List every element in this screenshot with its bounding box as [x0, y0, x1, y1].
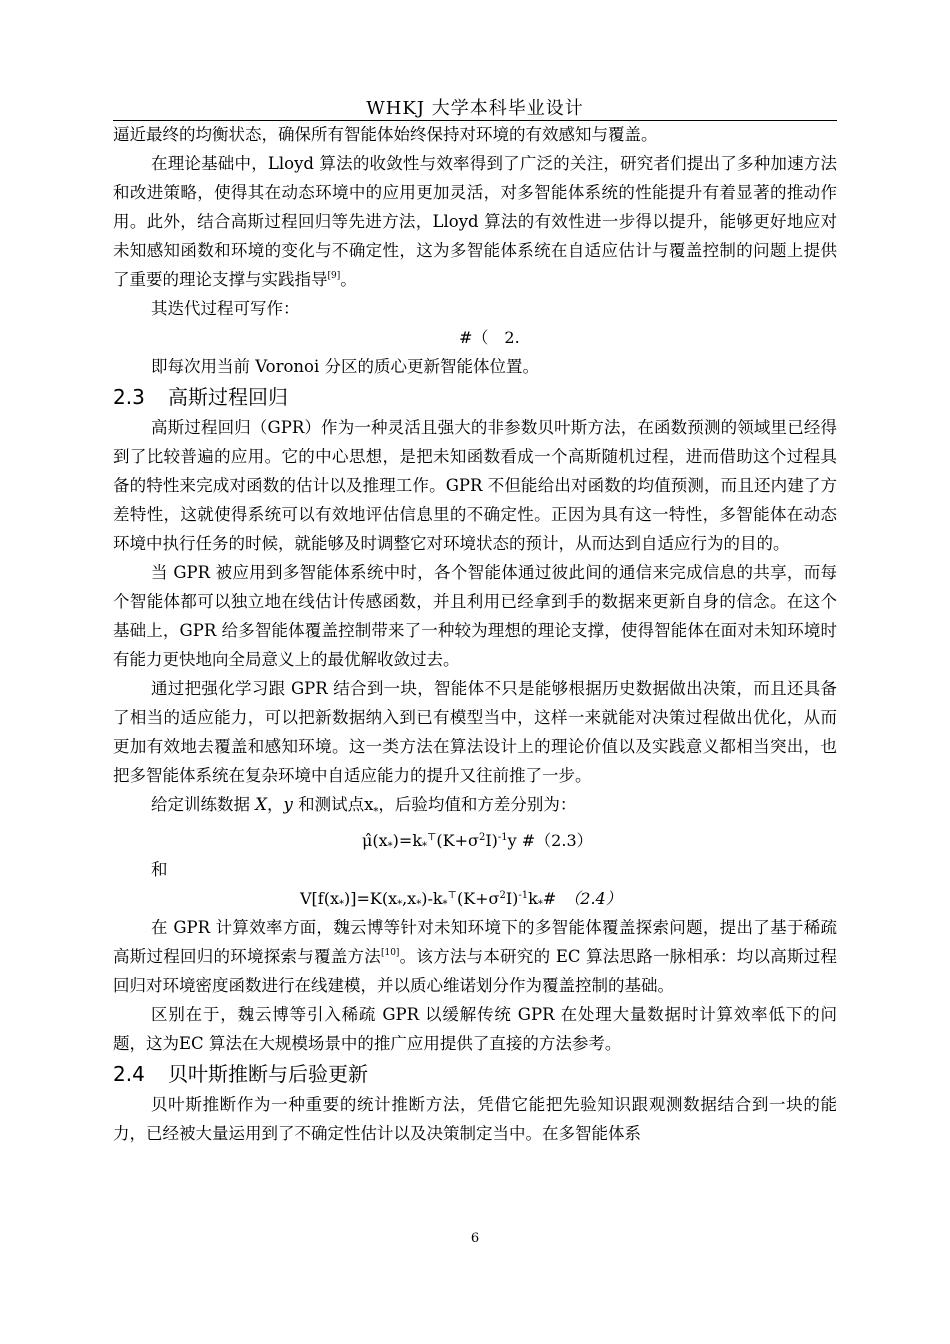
- paragraph: 区别在于，魏云博等引入稀疏 GPR 以缓解传统 GPR 在处理大量数据时计算效率低下的问题，这为EC 算法在大规模场景中的推广应用提供了直接的方法参考。: [113, 1005, 837, 1054]
- paragraph: 和: [151, 860, 168, 880]
- section-heading-2-3: [113, 381, 837, 413]
- section-heading-2-4: [113, 1058, 837, 1090]
- paragraph: 高斯过程回归（GPR）作为一种灵活且强大的非参数贝叶斯方法，在函数预测的领域里已经得到了比较普遍的应用。它的中心思想，是把未知函数看成一个高斯随机过程，进而借助这个过程具备的特性来完成对函数的估计以及推理工作。GPR 不但能给出对函数的均值预测，而且还内建了方差特性，这就使得系统可以有效地评估信息里的不确定性。正因为具有这一特性，多智能体在动态环境中执行任务的时候，就能够及时调整它对环境状态的预计，从而达到自适应行为的目的。: [113, 418, 837, 553]
- page-number: 6: [470, 1231, 480, 1246]
- paragraph: 当 GPR 被应用到多智能体系统中时，各个智能体通过彼此间的通信来完成信息的共享，而每个智能体都可以独立地在线估计传感函数，并且利用已经拿到手的数据来更新自身的信念。在这个基础上，GPR 给多智能体覆盖控制带来了一种较为理想的理论支撑，使得智能体在面对未知环境时有能力更快地向全局意义上的最优解收敛过去。: [113, 563, 837, 669]
- paragraph: 贝叶斯推断作为一种重要的统计推断方法，凭借它能把先验知识跟观测数据结合到一块的能力，已经被大量运用到了不确定性估计以及决策制定当中。在多智能体系: [113, 1095, 837, 1144]
- equation-2-3: $\mû(x_*)=k_*^⊤(K+\sigma^2I)^{-1}y$ #（2.3）: [362, 831, 593, 853]
- section-number: 2.4: [113, 1062, 145, 1087]
- section-title: 高斯过程回归: [168, 385, 288, 409]
- paragraph: 逼近最终的均衡状态，确保所有智能体始终保持对环境的有效感知与覆盖。: [113, 125, 658, 144]
- paragraph: 给定训练数据 X，y 和测试点$x_*$，后验均值和方差分别为：: [151, 795, 577, 818]
- page-body: [113, 120, 837, 1148]
- section-number: 2.3: [113, 385, 145, 409]
- equation-2-4: $V[f(x_*)]=K(x_*,x_*)-k_*^⊤(K+\sigma^2I)^{-1}k_*\#$ （2.4）: [300, 889, 622, 911]
- paragraph: 在 GPR 计算效率方面，魏云博等针对未知环境下的多智能体覆盖探索问题，提出了基于稀疏高斯过程回归的环境探索与覆盖方法[10]。该方法与本研究的 EC 算法思路一脉相承：均以高斯过程回归对环境密度函数进行在线建模，并以质心维诺划分作为覆盖控制的基础。: [113, 918, 837, 996]
- citation: [9]: [327, 271, 341, 281]
- paragraph: 通过把强化学习跟 GPR 结合到一块，智能体不只是能够根据历史数据做出决策，而且还具备了相当的适应能力，可以把新数据纳入到已有模型当中，这样一来就能对决策过程做出优化，从而更加有效地去覆盖和感知环境。这一类方法在算法设计上的理论价值以及实践意义都相当突出，也把多智能体系统在复杂环境中自适应能力的提升又往前推了一步。: [113, 679, 837, 785]
- paragraph: 其迭代过程可写作：: [151, 299, 300, 318]
- page-header: WHKJ 大学本科毕业设计: [366, 98, 584, 119]
- equation-2-2: #（ 2.: [459, 328, 520, 347]
- section-title: 贝叶斯推断与后验更新: [168, 1062, 368, 1087]
- paragraph: 在理论基础中，Lloyd 算法的收敛性与效率得到了广泛的关注，研究者们提出了多种加速方法和改进策略，使得其在动态环境中的应用更加灵活，对多智能体系统的性能提升有着显著的推动作用。此外，结合高斯过程回归等先进方法，Lloyd 算法的有效性进一步得以提升，能够更好地应对未知感知函数和环境的变化与不确定性，这为多智能体系统在自适应估计与覆盖控制的问题上提供了重要的理论支撑与实践指导[9]。: [113, 154, 837, 289]
- paragraph: 即每次用当前 Voronoi 分区的质心更新智能体位置。: [151, 357, 539, 376]
- citation: [10]: [380, 948, 400, 959]
